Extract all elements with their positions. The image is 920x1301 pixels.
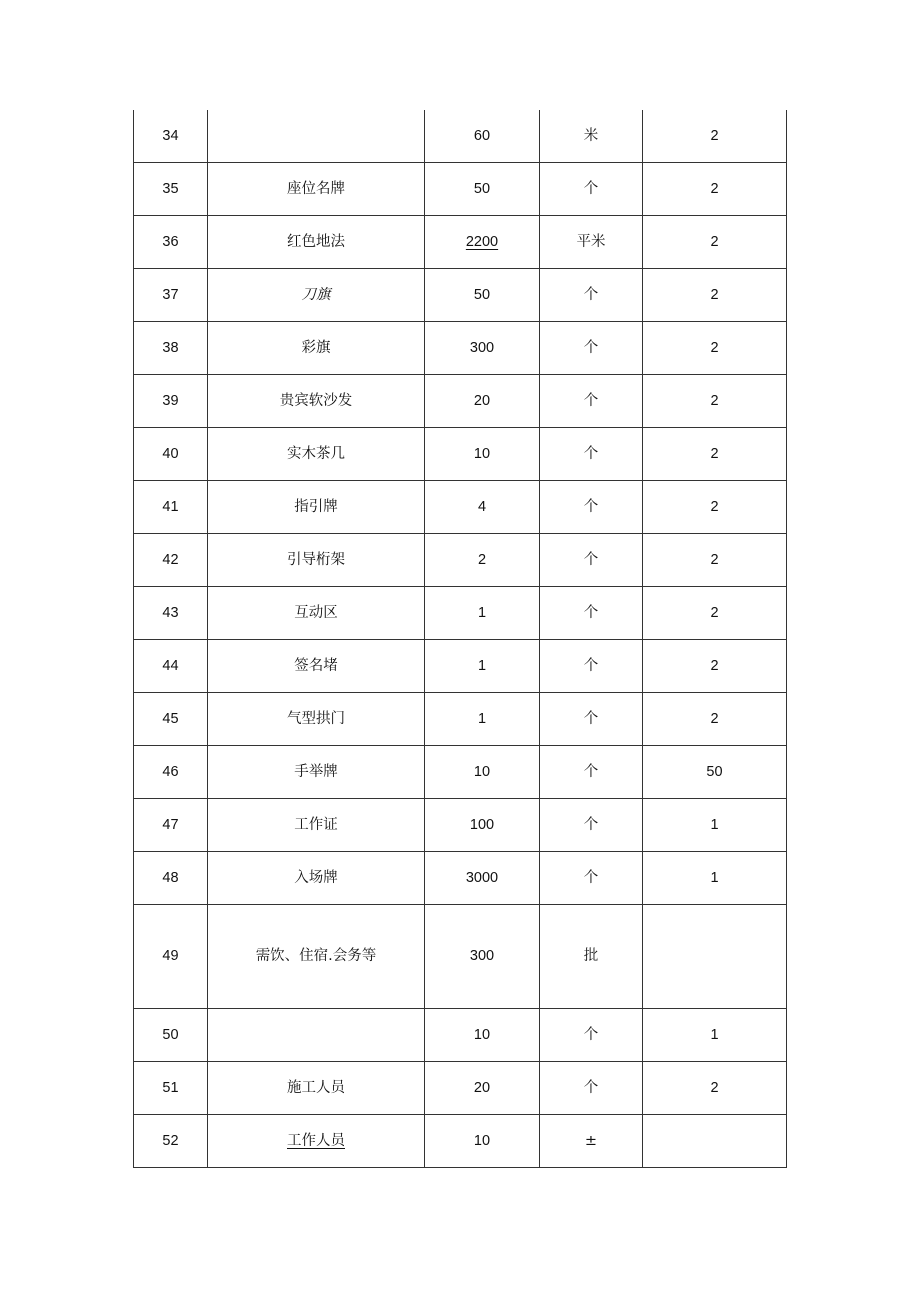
item-name: 施工人员: [208, 1062, 425, 1115]
row-number: 40: [134, 428, 208, 481]
table-row: [134, 534, 787, 587]
row-number: 37: [134, 269, 208, 322]
items-table: [133, 110, 787, 1168]
row-number: 39: [134, 375, 208, 428]
item-quantity: 50: [425, 269, 540, 322]
item-name: 刀旗: [208, 269, 425, 322]
item-name: 工作人员: [287, 1132, 345, 1149]
item-quantity: 1: [425, 587, 540, 640]
item-unit: 个: [540, 587, 643, 640]
item-days: 2: [643, 269, 787, 322]
item-days: 1: [643, 852, 787, 905]
table-row: [134, 216, 787, 269]
item-quantity: 10: [425, 428, 540, 481]
item-name: 贵宾软沙发: [208, 375, 425, 428]
item-unit: 批: [540, 905, 643, 1009]
row-number: 49: [134, 905, 208, 1009]
item-quantity: 20: [425, 375, 540, 428]
table-row: [134, 852, 787, 905]
item-days: 1: [643, 799, 787, 852]
item-days: 2: [643, 428, 787, 481]
row-number: 46: [134, 746, 208, 799]
item-unit: 个: [540, 375, 643, 428]
item-days: 2: [643, 110, 787, 163]
item-days: 2: [643, 216, 787, 269]
item-quantity: 60: [425, 110, 540, 163]
item-quantity: 100: [425, 799, 540, 852]
item-unit: 个: [540, 693, 643, 746]
item-days: 1: [643, 1009, 787, 1062]
item-days: 2: [643, 534, 787, 587]
table-row: [134, 587, 787, 640]
item-name: [208, 1009, 425, 1062]
row-number: 51: [134, 1062, 208, 1115]
item-quantity: 2200: [465, 233, 499, 250]
item-quantity: 50: [425, 163, 540, 216]
item-unit: 平米: [540, 216, 643, 269]
row-number: 35: [134, 163, 208, 216]
table-row: [134, 163, 787, 216]
item-quantity: 10: [425, 746, 540, 799]
item-name: 引导桁架: [208, 534, 425, 587]
item-days: 2: [643, 375, 787, 428]
item-days: 50: [643, 746, 787, 799]
table-row: [134, 905, 787, 1009]
table-row: [134, 1115, 787, 1168]
item-unit: 个: [540, 1009, 643, 1062]
item-name: 工作证: [208, 799, 425, 852]
item-days: 2: [643, 1062, 787, 1115]
item-quantity: 10: [425, 1009, 540, 1062]
table-row: [134, 322, 787, 375]
item-days: 2: [643, 587, 787, 640]
item-unit: ±: [540, 1115, 643, 1168]
item-unit: 个: [540, 428, 643, 481]
row-number: 36: [134, 216, 208, 269]
item-unit: 个: [540, 852, 643, 905]
row-number: 52: [134, 1115, 208, 1168]
row-number: 50: [134, 1009, 208, 1062]
item-unit: 个: [540, 481, 643, 534]
item-name: 需饮、住宿.会务等: [208, 905, 425, 1009]
item-unit: 个: [540, 1062, 643, 1115]
table-row: [134, 746, 787, 799]
item-quantity: 10: [425, 1115, 540, 1168]
item-quantity: 300: [425, 905, 540, 1009]
item-unit: 个: [540, 799, 643, 852]
item-quantity: 3000: [425, 852, 540, 905]
item-name: 手举牌: [208, 746, 425, 799]
table-row: [134, 799, 787, 852]
row-number: 42: [134, 534, 208, 587]
item-days: 2: [643, 163, 787, 216]
item-quantity: 1: [425, 640, 540, 693]
table-row: [134, 481, 787, 534]
table-row: [134, 1062, 787, 1115]
item-name: 实木茶几: [208, 428, 425, 481]
item-name-cell: [208, 1115, 425, 1168]
item-quantity: 2: [425, 534, 540, 587]
item-name: 座位名牌: [208, 163, 425, 216]
item-quantity: 300: [425, 322, 540, 375]
item-unit: 个: [540, 640, 643, 693]
row-number: 45: [134, 693, 208, 746]
item-name: [208, 110, 425, 163]
row-number: 41: [134, 481, 208, 534]
item-name: 入场牌: [208, 852, 425, 905]
item-quantity: 4: [425, 481, 540, 534]
item-days: 2: [643, 322, 787, 375]
item-name: 指引牌: [208, 481, 425, 534]
row-number: 43: [134, 587, 208, 640]
item-unit: 个: [540, 163, 643, 216]
row-number: 34: [134, 110, 208, 163]
item-quantity-cell: [425, 216, 540, 269]
table-row: [134, 375, 787, 428]
table-row: [134, 1009, 787, 1062]
row-number: 47: [134, 799, 208, 852]
item-unit: 个: [540, 746, 643, 799]
item-quantity: 20: [425, 1062, 540, 1115]
row-number: 48: [134, 852, 208, 905]
table-row: [134, 110, 787, 163]
item-name: 彩旗: [208, 322, 425, 375]
item-quantity: 1: [425, 693, 540, 746]
item-unit: 米: [540, 110, 643, 163]
table-row: [134, 269, 787, 322]
row-number: 38: [134, 322, 208, 375]
table-row: [134, 640, 787, 693]
table-row: [134, 428, 787, 481]
item-unit: 个: [540, 322, 643, 375]
item-unit: 个: [540, 534, 643, 587]
item-days: 2: [643, 640, 787, 693]
item-days: 2: [643, 693, 787, 746]
item-name: 互动区: [208, 587, 425, 640]
row-number: 44: [134, 640, 208, 693]
item-days: [643, 1115, 787, 1168]
item-name: 气型拱门: [208, 693, 425, 746]
item-name: 签名堵: [208, 640, 425, 693]
item-days: 2: [643, 481, 787, 534]
table-row: [134, 693, 787, 746]
item-days: [643, 905, 787, 1009]
item-unit: 个: [540, 269, 643, 322]
item-name: 红色地法: [208, 216, 425, 269]
